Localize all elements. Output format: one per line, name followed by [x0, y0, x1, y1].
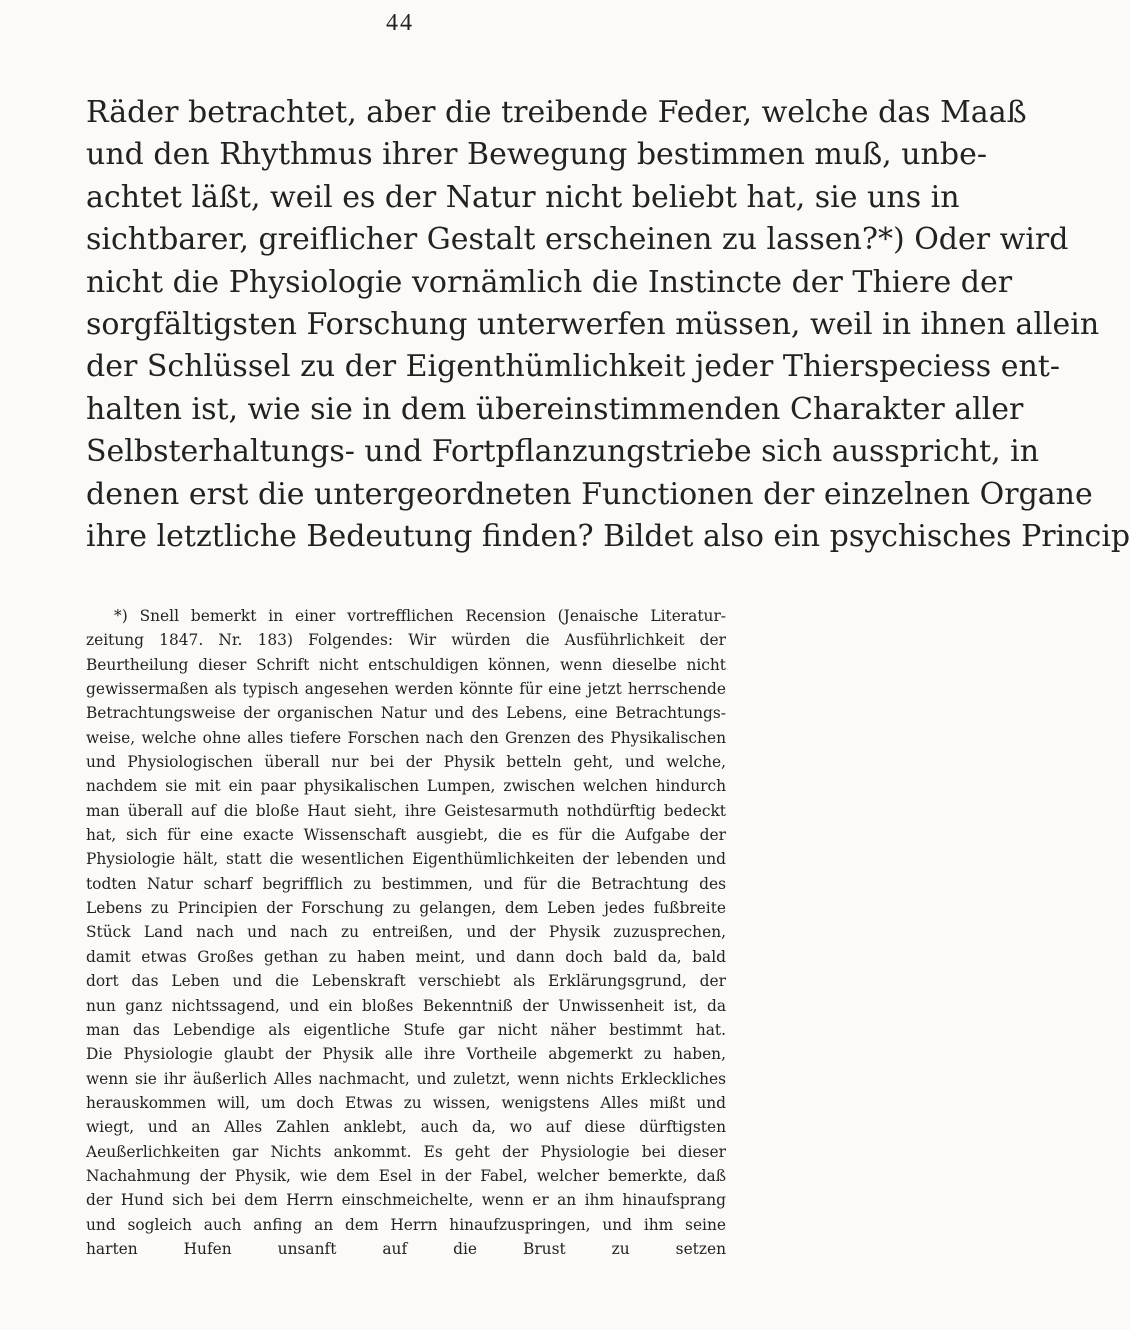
footnote-line: und sogleich auch anfing an dem Herrn hinaufzuspringen, und ihm seine [86, 1215, 726, 1234]
footnote-line: herauskommen will, um doch Etwas zu wissen, wenigstens Alles mißt und [86, 1093, 726, 1112]
footnote-line: Nachahmung der Physik, wie dem Esel in der Fabel, welcher bemerkte, daß [86, 1166, 726, 1185]
text-line: ihre letztliche Bedeutung finden? Bildet also ein psychisches Princip [86, 519, 1130, 555]
footnote-line: zeitung 1847. Nr. 183) Folgendes: Wir würden die Ausführlichkeit der [86, 631, 726, 650]
footnote-line: *) Snell bemerkt in einer vortrefflichen Recension (Jenaische Literatur- [114, 607, 726, 625]
text-line: denen erst die untergeordneten Functionen der einzelnen Organe [86, 476, 1093, 512]
footnote-line: Aeußerlichkeiten gar Nichts ankommt. Es geht der Physiologie bei dieser [86, 1142, 726, 1161]
footnote-line: man überall auf die bloße Haut sieht, ihre Geistesarmuth nothdürftig bedeckt [86, 801, 726, 820]
footnote-line: wiegt, und an Alles Zahlen anklebt, auch da, wo auf diese dürftigsten [86, 1118, 726, 1137]
main-text [86, 92, 1130, 558]
footnote-line: der Hund sich bei dem Herrn einschmeichelte, wenn er an ihm hinaufsprang [86, 1191, 726, 1210]
text-line: achtet läßt, weil es der Natur nicht beliebt hat, sie uns in [86, 179, 960, 215]
footnote-line: Physiologie hält, statt die wesentlichen Eigenthümlichkeiten der lebenden und [86, 850, 726, 869]
text-line: sichtbarer, greiflicher Gestalt erscheinen zu lassen?*) Oder wird [86, 222, 1069, 258]
footnote-line: Die Physiologie glaubt der Physik alle ihre Vortheile abgemerkt zu haben, [86, 1045, 726, 1064]
footnote-line: nachdem sie mit ein paar physikalischen Lumpen, zwischen welchen hindurch [86, 777, 726, 796]
footnote-line: und Physiologischen überall nur bei der Physik betteln geht, und welche, [86, 753, 726, 772]
text-line: halten ist, wie sie in dem übereinstimmenden Charakter aller [86, 391, 1024, 427]
text-line: sorgfältigsten Forschung unterwerfen müssen, weil in ihnen allein [86, 307, 1100, 343]
footnote-line: dort das Leben und die Lebenskraft verschiebt als Erklärungsgrund, der [86, 972, 726, 991]
footnote-line: wenn sie ihr äußerlich Alles nachmacht, und zuletzt, wenn nichts Erkleckliches [86, 1069, 726, 1088]
footnote-line: Stück Land nach und nach zu entreißen, und der Physik zuzusprechen, [86, 923, 726, 942]
footnote-line: nun ganz nichtssagend, und ein bloßes Bekenntniß der Unwissenheit ist, da [86, 996, 726, 1015]
text-line: nicht die Physiologie vornämlich die Instincte der Thiere der [86, 264, 1013, 300]
footnote-line: harten Hufen unsanft auf die Brust zu setzen [86, 1239, 726, 1258]
footnote-line: man das Lebendige als eigentliche Stufe gar nicht näher bestimmt hat. [86, 1020, 726, 1039]
text-line: Räder betrachtet, aber die treibende Feder, welche das Maaß [86, 95, 1027, 130]
footnote-line: Lebens zu Principien der Forschung zu gelangen, dem Leben jedes fußbreite [86, 899, 726, 918]
footnote-line: weise, welche ohne alles tiefere Forschen nach den Grenzen des Physikalischen [86, 728, 726, 747]
footnote-line: hat, sich für eine exacte Wissenschaft ausgiebt, die es für die Aufgabe der [86, 826, 726, 845]
footnote [86, 604, 726, 1261]
text-line: Selbsterhaltungs- und Fortpflanzungstriebe sich ausspricht, in [86, 434, 1040, 470]
footnote-line: damit etwas Großes gethan zu haben meint, und dann doch bald da, bald [86, 947, 726, 966]
footnote-line: Beurtheilung dieser Schrift nicht entschuldigen können, wenn dieselbe nicht [86, 655, 726, 674]
page-number: 44 [386, 10, 414, 36]
text-line: und den Rhythmus ihrer Bewegung bestimmen muß, unbe- [86, 137, 987, 173]
text-line: der Schlüssel zu der Eigenthümlichkeit jeder Thierspeciess ent- [86, 349, 1060, 385]
footnote-line: gewissermaßen als typisch angesehen werden könnte für eine jetzt herrschende [86, 680, 726, 699]
footnote-line: todten Natur scharf begrifflich zu bestimmen, und für die Betrachtung des [86, 874, 726, 893]
footnote-line: Betrachtungsweise der organischen Natur und des Lebens, eine Betrachtungs- [86, 704, 726, 723]
